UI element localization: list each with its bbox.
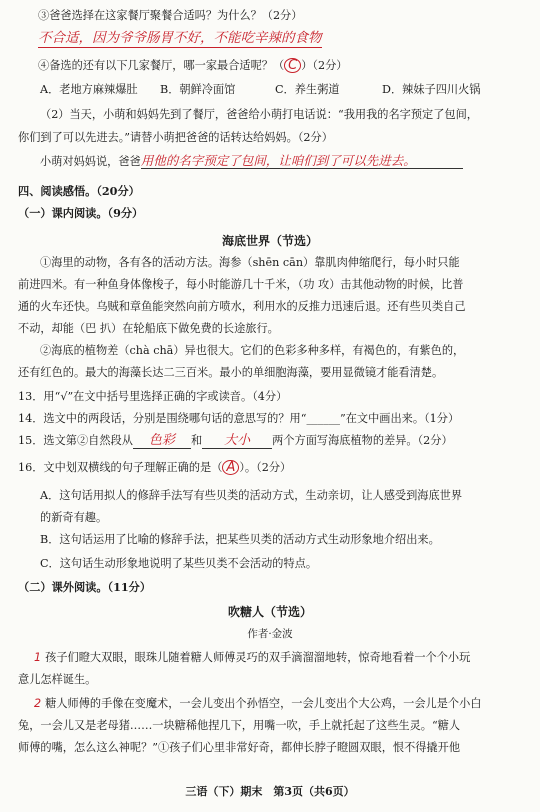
passage-p1-line2: 前进四米。有一种鱼身体像梭子，每小时能游几十千米，（功 攻）击其他动物的时候，比普 bbox=[18, 278, 464, 291]
q15-text: 15．选文第②自然段从 bbox=[18, 434, 133, 447]
passage-p1-line3: 通的火车还快。乌贼和章鱼能突然向前方喷水，利用水的反推力迅速后退。还有些贝类自己 bbox=[18, 300, 466, 313]
q2-line2: 你们到了可以先进去。”请替小萌把爸爸的话转达给妈妈。（2分） bbox=[18, 131, 333, 144]
para-mark-1: 1 bbox=[34, 651, 42, 664]
q14: 14．选文中的两段话，分别是围绕哪句话的意思写的？用“______”在文中画出来。（1分） bbox=[18, 412, 460, 425]
q2-prefix: 小萌对妈妈说，爸爸 bbox=[40, 155, 141, 168]
passage-p1-line4: 不动，却能（巴 扒）在轮船底下做免费的长途旅行。 bbox=[18, 322, 279, 335]
passage2-title: 吹糖人（节选） bbox=[227, 605, 312, 619]
q16-text: 16．文中划双横线的句子理解正确的是（ bbox=[18, 461, 223, 474]
para2-line2: 兔，一会儿又是老母猪……一块糖稀他捏几下，用嘴一吹，手上就托起了这些生灵。“糖人 bbox=[18, 719, 461, 732]
q4-text-after: ）（2分） bbox=[301, 59, 348, 72]
passage-p2-line1: ②海底的植物差（chà chā）异也很大。它们的色彩多种多样，有褐色的，有紫色的， bbox=[40, 344, 465, 357]
q15-post: 两个方面写海底植物的差异。（2分） bbox=[272, 434, 453, 447]
q13: 13．用“√”在文中括号里选择正确的字或读音。（4分） bbox=[18, 390, 288, 403]
q16-option-a: A．这句话用拟人的修辞手法写有些贝类的活动方式，生动亲切，让人感受到海底世界 bbox=[40, 489, 463, 502]
q4-text: ④备选的还有以下几家餐厅，哪一家最合适呢？（ bbox=[38, 59, 285, 72]
para2-line1-text: 糖人师傅的手像在变魔术，一会儿变出个孙悟空，一会儿变出个大公鸡，一会儿是个小白 bbox=[45, 697, 482, 710]
section4-part2: （二）课外阅读。（11分） bbox=[18, 580, 152, 594]
q16-option-a-cont: 的新奇有趣。 bbox=[40, 511, 108, 524]
q2-answer: 用他的名字预定了包间，让咱们到了可以先进去。 bbox=[141, 153, 463, 169]
q4-answer: C bbox=[284, 58, 301, 73]
para2-line1 bbox=[34, 696, 481, 711]
q4-option-c: C．养生粥道 bbox=[275, 83, 340, 96]
para2-line3: 师傅的嘴，怎么这么神呢？”①孩子们心里非常好奇，都伸长脖子瞪圆双眼，恨不得撬开他 bbox=[18, 741, 461, 754]
passage-p2-line2: 还有红色的。最大的海藻长达二三百米。最小的单细胞海藻，要用显微镜才能看清楚。 bbox=[18, 366, 444, 379]
passage-p1-line1: ①海里的动物，各有各的活动方法。海参（shēn cān）靠肌肉伸缩爬行，每小时只能 bbox=[40, 256, 460, 269]
q2-line1: （2）当天，小萌和妈妈先到了餐厅，爸爸给小萌打电话说：“我用我的名字预定了包间， bbox=[40, 108, 478, 121]
q16-option-b: B．这句话运用了比喻的修辞手法，把某些贝类的活动方式生动形象地介绍出来。 bbox=[40, 533, 440, 546]
q16-option-c: C．这句话生动形象地说明了某些贝类不会活动的特点。 bbox=[40, 557, 318, 570]
q4-option-d: D．辣妹子四川火锅 bbox=[382, 83, 481, 96]
q15-answer-1: 色彩 bbox=[133, 433, 191, 449]
q3-text: ③爸爸选择在这家餐厅聚餐合适吗？为什么？（2分） bbox=[38, 9, 303, 22]
section4-part1: （一）课内阅读。（9分） bbox=[18, 206, 144, 220]
q3-answer: 不合适，因为爷爷肠胃不好，不能吃辛辣的食物 bbox=[38, 30, 322, 46]
q4-option-a: A．老地方麻辣爆肚 bbox=[40, 83, 138, 96]
q4-line bbox=[38, 58, 348, 73]
para1-line1 bbox=[34, 650, 470, 665]
q15-answer-2: 大小 bbox=[202, 433, 272, 449]
para-mark-2: 2 bbox=[34, 697, 42, 710]
q16-answer: A bbox=[222, 460, 239, 475]
passage2-author: 作者·金波 bbox=[247, 628, 293, 640]
para1-line1-text: 孩子们瞪大双眼，眼珠儿随着糖人师傅灵巧的双手滴溜溜地转，惊奇地看着一个个小玩 bbox=[45, 651, 471, 664]
q16-line bbox=[18, 460, 291, 475]
q15-mid: 和 bbox=[190, 434, 203, 447]
q4-option-b: B．朝鲜冷面馆 bbox=[160, 83, 236, 96]
passage-title: 海底世界（节选） bbox=[221, 234, 318, 248]
q15-line bbox=[18, 433, 453, 449]
page-footer: 三语（下）期末 第3页（共6页） bbox=[185, 785, 355, 798]
section4-title: 四、阅读感悟。（20分） bbox=[18, 184, 140, 198]
para1-line2: 意儿怎样诞生。 bbox=[18, 673, 97, 686]
q16-post: ）。（2分） bbox=[239, 461, 292, 474]
q2-line3 bbox=[40, 153, 463, 169]
